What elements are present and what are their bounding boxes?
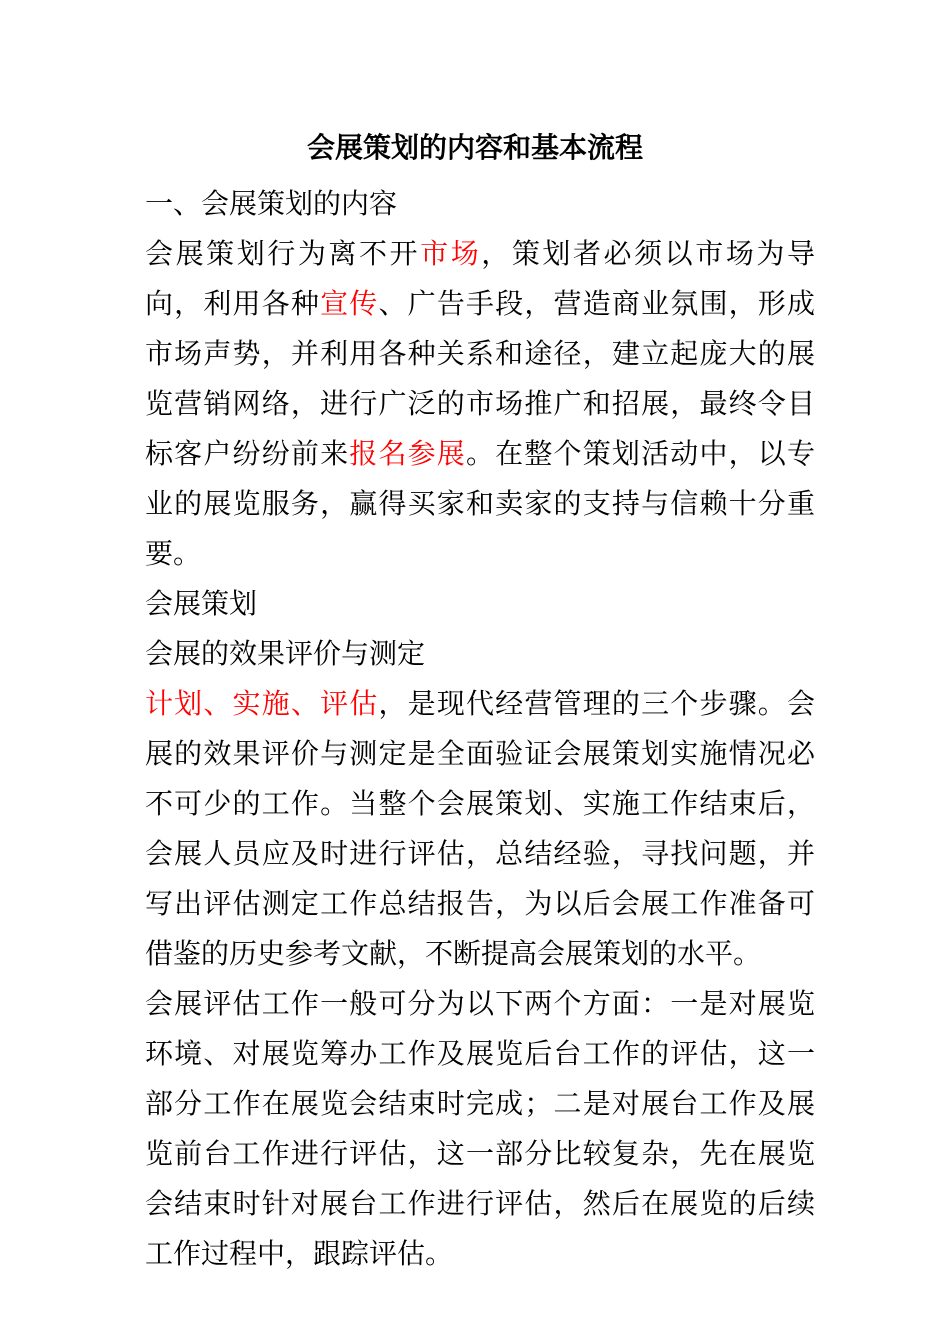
paragraph-text: 。在整个策划活动中，以专业的展览服务，赢得买家和卖家的支持与信赖十分重要。 — [145, 437, 815, 570]
subheading-planning: 会展策划 — [145, 587, 258, 620]
document-body — [145, 179, 815, 1279]
subheading-evaluation: 会展的效果评价与测定 — [145, 637, 426, 670]
highlight-text: 报名参展 — [349, 437, 466, 470]
highlight-text: 计划、实施、评估 — [145, 687, 379, 720]
paragraph-text: ，是现代经营管理的三个步骤。会展的效果评价与测定是全面验证会展策划实施情况必不可少的工作。当整个会展策划、实施工作结束后，会展人员应及时进行评估，总结经验，寻找问题，并写出评估测定工作总结报告，为以后会展工作准备可借鉴的历史参考文献，不断提高会展策划的水平。 — [145, 687, 815, 970]
paragraph-market — [145, 229, 815, 579]
document-title: 会展策划的内容和基本流程 — [306, 131, 643, 164]
paragraph-text: 会展策划行为离不开 — [145, 237, 421, 270]
paragraph-evaluation — [145, 679, 815, 979]
highlight-text: 宣传 — [320, 287, 379, 320]
section-heading: 一、会展策划的内容 — [145, 187, 398, 220]
paragraph-text: 、广告手段，营造商业氛围，形成市场声势，并利用各种关系和途径，建立起庞大的展览营销网络，进行广泛的市场推广和招展，最终令目标客户纷纷前来 — [145, 287, 815, 470]
paragraph-assessment-aspects: 会展评估工作一般可分为以下两个方面：一是对展览环境、对展览筹办工作及展览后台工作的评估，这一部分工作在展览会结束时完成；二是对展台工作及展览前台工作进行评估，这一部分比较复杂，先在展览会结束时针对展台工作进行评估，然后在展览的后续工作过程中，跟踪评估。 — [145, 987, 815, 1270]
highlight-text: 市场 — [420, 237, 482, 270]
paragraph-text: ，策划者必须以市场为导向，利用各种 — [145, 237, 815, 320]
